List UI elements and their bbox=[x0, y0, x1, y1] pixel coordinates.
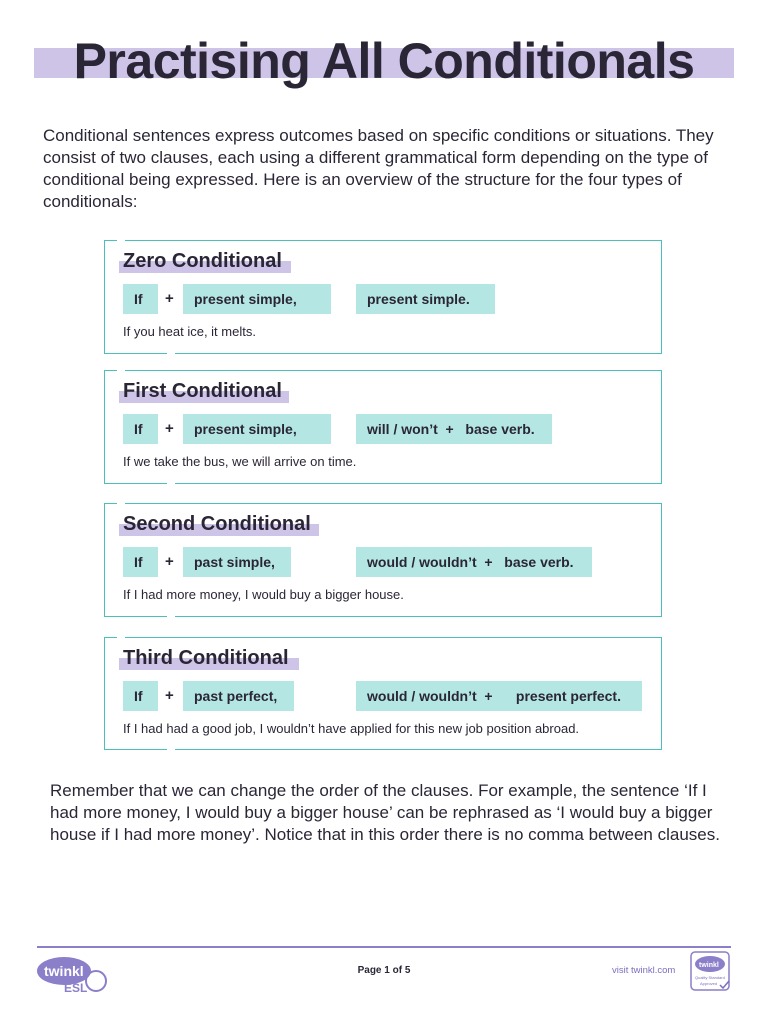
example-sentence: If I had more money, I would buy a bigger house. bbox=[123, 587, 404, 602]
if-chip: If bbox=[123, 547, 158, 577]
if-chip: If bbox=[123, 414, 158, 444]
quality-badge-icon bbox=[690, 951, 732, 993]
plus-sign: + bbox=[165, 687, 174, 704]
plus-sign: + bbox=[165, 553, 174, 570]
card-heading: First Conditional bbox=[123, 380, 282, 402]
clause2-chip: present simple. bbox=[356, 284, 495, 314]
badge-line2: Approved bbox=[700, 981, 718, 986]
example-sentence: If you heat ice, it melts. bbox=[123, 324, 256, 339]
clause2-chip: would / wouldn’t + base verb. bbox=[356, 547, 592, 577]
card-heading: Second Conditional bbox=[123, 513, 311, 535]
third-conditional-card bbox=[104, 637, 662, 750]
if-chip: If bbox=[123, 284, 158, 314]
plus-sign: + bbox=[165, 290, 174, 307]
outro-paragraph: Remember that we can change the order of the clauses. For example, the sentence ‘If I had more money, I would buy a bigger house’ can be rephrased as ‘I would buy a bigger house if I had more money’. Notice that in this order there is no comma between clauses. bbox=[50, 781, 720, 844]
logo-sub: ESL bbox=[64, 981, 88, 995]
card-heading: Third Conditional bbox=[123, 647, 289, 669]
clause2-chip: would / wouldn’t + present perfect. bbox=[356, 681, 642, 711]
clause1-chip: present simple, bbox=[183, 414, 331, 444]
clause1-chip: present simple, bbox=[183, 284, 331, 314]
intro-paragraph: Conditional sentences express outcomes based on specific conditions or situations. They consist of two clauses, each using a different grammatical form depending on the type of conditional being expressed. Here is an overview of the structure for the four types of conditionals: bbox=[43, 126, 714, 211]
footer-divider bbox=[37, 946, 731, 948]
logo-word: twinkl bbox=[44, 963, 84, 979]
page-title: Practising All Conditionals bbox=[73, 33, 695, 89]
badge-line1: Quality Standard bbox=[695, 975, 725, 980]
plus-sign: + bbox=[165, 420, 174, 437]
clause2-chip: will / won’t + base verb. bbox=[356, 414, 552, 444]
first-conditional-card bbox=[104, 370, 662, 484]
second-conditional-card bbox=[104, 503, 662, 617]
badge-word: twinkl bbox=[699, 962, 719, 969]
clause1-chip: past simple, bbox=[183, 547, 291, 577]
if-chip: If bbox=[123, 681, 158, 711]
clause1-chip: past perfect, bbox=[183, 681, 294, 711]
zero-conditional-card bbox=[104, 240, 662, 354]
page-number: Page 1 of 5 bbox=[357, 965, 411, 976]
card-heading: Zero Conditional bbox=[123, 250, 282, 272]
example-sentence: If we take the bus, we will arrive on time. bbox=[123, 454, 357, 469]
example-sentence: If I had had a good job, I wouldn’t have applied for this new job position abroad. bbox=[123, 721, 580, 736]
visit-link[interactable]: visit twinkl.com bbox=[612, 965, 676, 976]
